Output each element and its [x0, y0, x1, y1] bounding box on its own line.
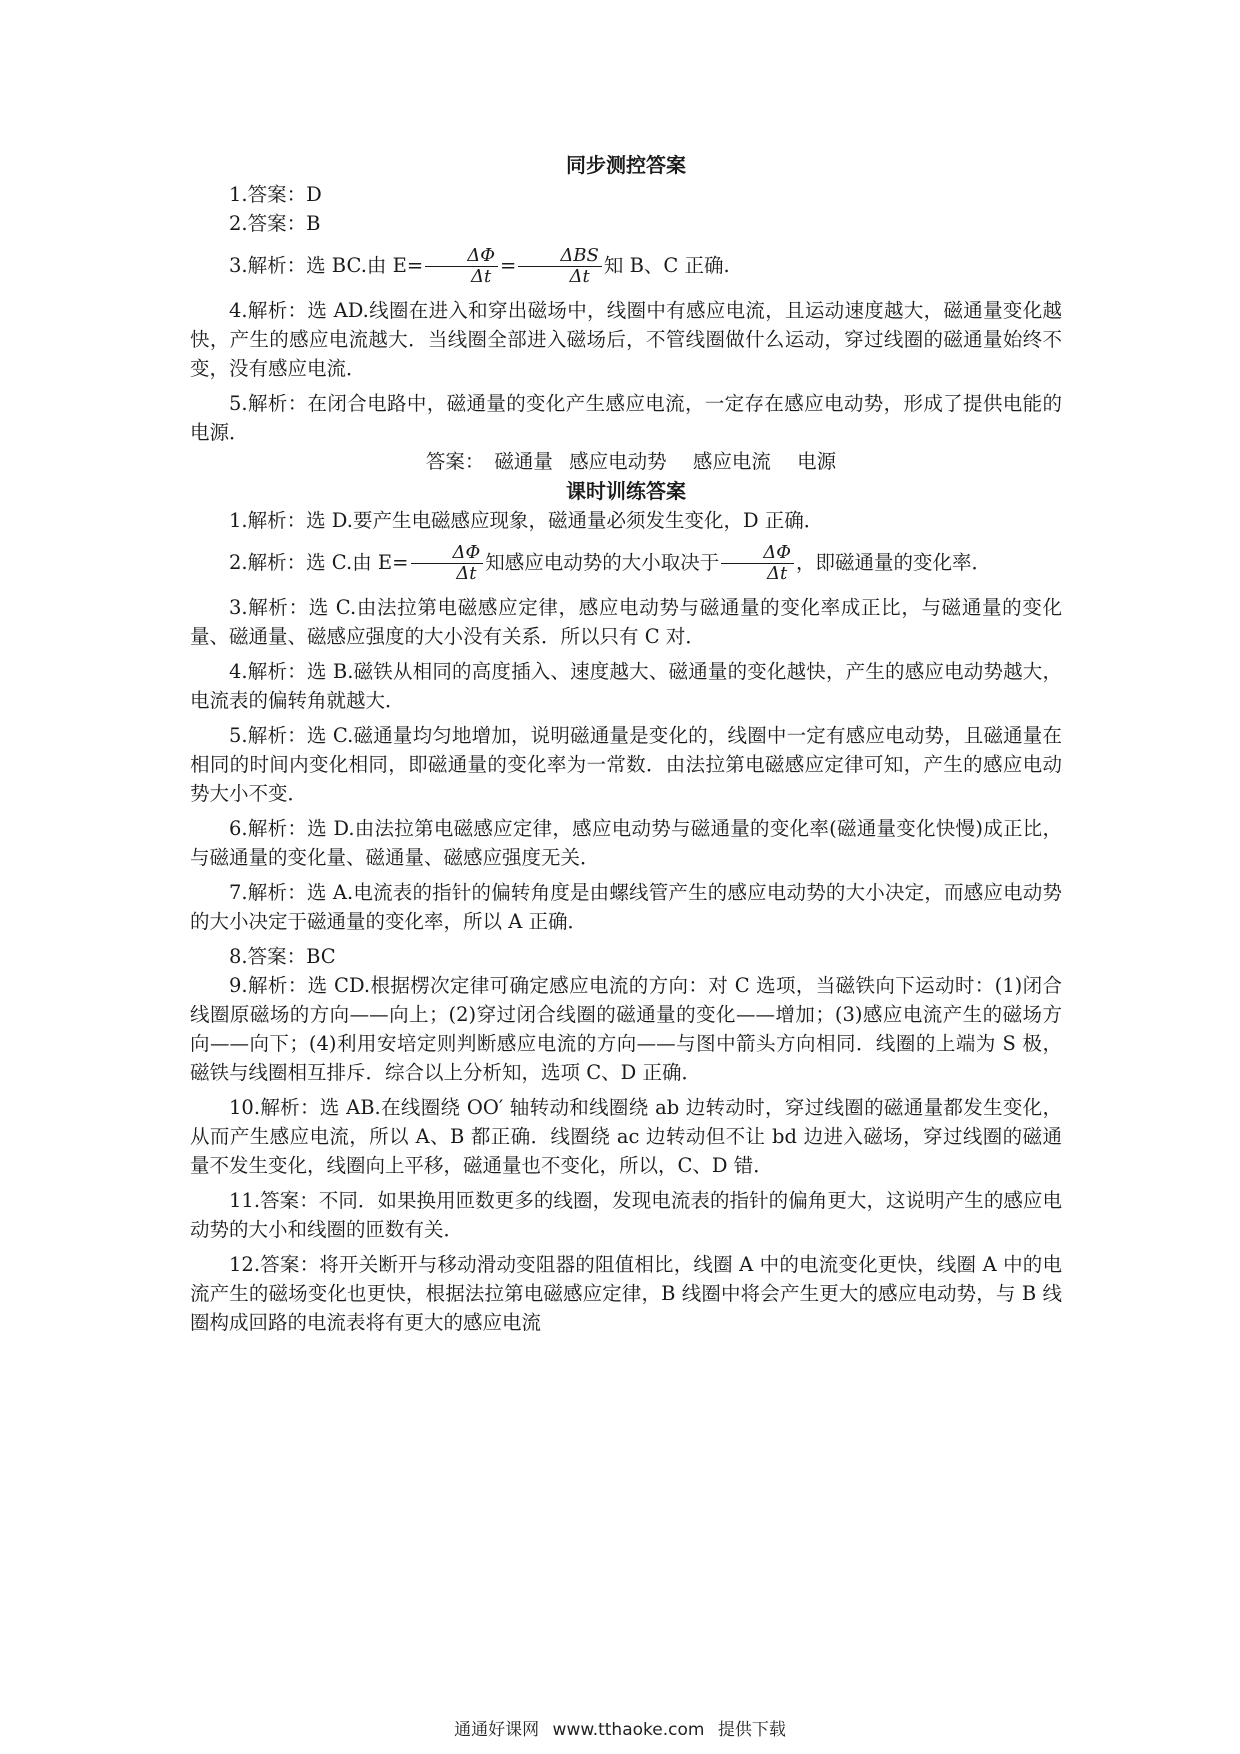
lesson-answer-2 — [190, 541, 1062, 585]
fraction-numerator: ΔΦ — [425, 246, 498, 267]
lesson-answer-10: 10.解析：选 AB.在线圈绕 OO′ 轴转动和线圈绕 ab 边转动时，穿过线圈的磁通量都发生变化，从而产生感应电流，所以 A、B 都正确．线圈绕 ac 边转动但不让 bd 边进入磁场，穿过线圈的磁通量不发生变化，线圈向上平移，磁通量也不变化，所以，C、D 错． — [190, 1096, 1062, 1177]
answer-document — [190, 150, 1062, 1343]
fraction-delta-phi — [425, 246, 498, 287]
answer-5-answers — [190, 447, 1062, 476]
footer-url: www.tthaoke.com — [552, 1720, 705, 1740]
fraction-delta-phi — [411, 543, 484, 584]
fraction-numerator: ΔBS — [518, 246, 602, 267]
lesson-answer-1: 1.解析：选 D.要产生电磁感应现象，磁通量必须发生变化，D 正确． — [229, 509, 824, 532]
fraction-delta-bs — [518, 246, 602, 287]
answers-label: 答案： — [425, 450, 485, 473]
fraction-numerator: ΔΦ — [721, 543, 794, 564]
lesson-answer-2-suffix: ，即磁通量的变化率． — [796, 551, 992, 574]
answer-1: 1.答案：D — [229, 183, 322, 206]
answer-3-suffix: 知 B、C 正确. — [603, 254, 730, 277]
equals-sign: = — [499, 254, 517, 277]
answers-label-group — [416, 450, 553, 473]
lesson-answer-3: 3.解析：选 C.由法拉第电磁感应定律，感应电动势与磁通量的变化率成正比，与磁通量的变化量、磁通量、磁感应强度的大小没有关系．所以只有 C 对． — [190, 596, 1062, 648]
page-footer — [0, 1715, 1240, 1740]
fraction-denominator: Δt — [470, 266, 492, 287]
lesson-answer-7: 7.解析：选 A.电流表的指针的偏转角度是由螺线管产生的感应电动势的大小决定，而感应电动势的大小决定于磁通量的变化率，所以 A 正确． — [190, 881, 1062, 933]
lesson-answer-2-middle: 知感应电动势的大小取决于 — [485, 551, 720, 574]
answer-term: 感应电动势 — [569, 450, 667, 473]
footer-note: 提供下载 — [717, 1720, 786, 1740]
answer-3-prefix: 3.解析：选 BC.由 E= — [229, 254, 424, 277]
answer-4: 4.解析：选 AD.线圈在进入和穿出磁场中，线圈中有感应电流，且运动速度越大，磁通量变化越快，产生的感应电流越大．当线圈全部进入磁场后，不管线圈做什么运动，穿过线圈的磁通量始终不变，没有感应电流． — [190, 299, 1062, 380]
lesson-answer-9: 9.解析：选 CD.根据楞次定律可确定感应电流的方向：对 C 选项，当磁铁向下运动时：(1)闭合线圈原磁场的方向——向上；(2)穿过闭合线圈的磁通量的变化——增加；(3)感应电流产生的磁场方向——向下；(4)利用安培定则判断感应电流的方向——与图中箭头方向相同．线圈的上端为 S 极，磁铁与线圈相互排斥．综合以上分析知，选项 C、D 正确． — [190, 974, 1062, 1084]
fraction-denominator: Δt — [456, 563, 477, 584]
answer-3 — [190, 244, 1062, 288]
answer-term: 磁通量 — [494, 450, 553, 473]
section-title-lesson: 课时训练答案 — [566, 479, 686, 503]
fraction-denominator: Δt — [767, 563, 788, 584]
lesson-answer-2-prefix: 2.解析：选 C.由 E= — [229, 551, 409, 574]
lesson-answer-12: 12.答案：将开关断开与移动滑动变阻器的阻值相比，线圈 A 中的电流变化更快，线圈 A 中的电流产生的磁场变化也更快，根据法拉第电磁感应定律，B 线圈中将会产生更大的感应电动势，与 B 线圈构成回路的电流表将有更大的感应电流 — [190, 1253, 1062, 1334]
answer-5: 5.解析：在闭合电路中，磁通量的变化产生感应电流，一定存在感应电动势，形成了提供电能的电源． — [190, 392, 1062, 444]
footer-site-name: 通通好课网 — [454, 1720, 540, 1740]
answer-2: 2.答案：B — [229, 212, 321, 235]
fraction-delta-phi — [721, 543, 794, 584]
fraction-numerator: ΔΦ — [411, 543, 484, 564]
answer-term: 感应电流 — [692, 450, 771, 473]
lesson-answer-6: 6.解析：选 D.由法拉第电磁感应定律，感应电动势与磁通量的变化率(磁通量变化快慢)成正比，与磁通量的变化量、磁通量、磁感应强度无关． — [190, 817, 1062, 869]
lesson-answer-5: 5.解析：选 C.磁通量均匀地增加，说明磁通量是变化的，线圈中一定有感应电动势，且磁通量在相同的时间内变化相同，即磁通量的变化率为一常数．由法拉第电磁感应定律可知，产生的感应电动势大小不变． — [190, 724, 1062, 805]
fraction-denominator: Δt — [569, 266, 590, 287]
lesson-answer-8: 8.答案：BC — [229, 945, 336, 968]
lesson-answer-11: 11.答案：不同．如果换用匝数更多的线圈，发现电流表的指针的偏角更大，这说明产生的感应电动势的大小和线圈的匝数有关． — [190, 1189, 1062, 1241]
lesson-answer-4: 4.解析：选 B.磁铁从相同的高度插入、速度越大、磁通量的变化越快，产生的感应电动势越大，电流表的偏转角就越大． — [190, 660, 1062, 712]
section-title-sync: 同步测控答案 — [566, 153, 686, 177]
answer-term: 电源 — [797, 450, 837, 473]
